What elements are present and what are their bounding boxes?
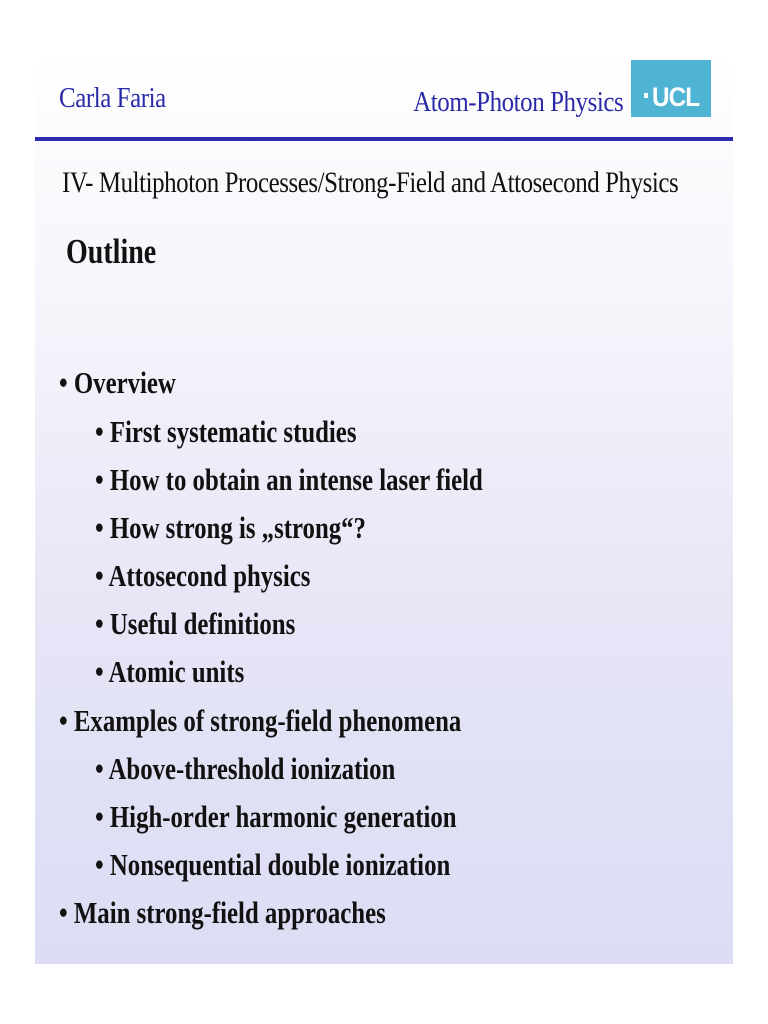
slide [35,54,733,964]
outline-item: • Main strong-field approaches [59,895,386,930]
outline-subitem: • Above-threshold ionization [95,751,396,786]
outline-subitem: • Attosecond physics [95,558,311,593]
outline-subitem: • High-order harmonic generation [95,799,457,834]
outline-subitem: • Atomic units [95,654,245,689]
ucl-logo-text: UCL [652,82,700,112]
outline-subitem: • How strong is „strong“? [95,510,366,545]
outline-subitem: • Nonsequential double ionization [95,847,451,882]
outline-list [35,54,733,964]
author-name: Carla Faria [59,82,166,114]
course-title: Atom-Photon Physics [412,86,623,118]
outline-item: • Examples of strong-field phenomena [59,703,462,738]
slide-subtitle: IV- Multiphoton Processes/Strong-Field and Attosecond Physics [62,166,679,199]
page-title: Outline [66,232,157,271]
outline-item: • Overview [59,365,176,400]
outline-subitem: • How to obtain an intense laser field [95,462,483,497]
outline-subitem: • Useful definitions [95,606,296,641]
outline-subitem: • First systematic studies [95,414,357,449]
